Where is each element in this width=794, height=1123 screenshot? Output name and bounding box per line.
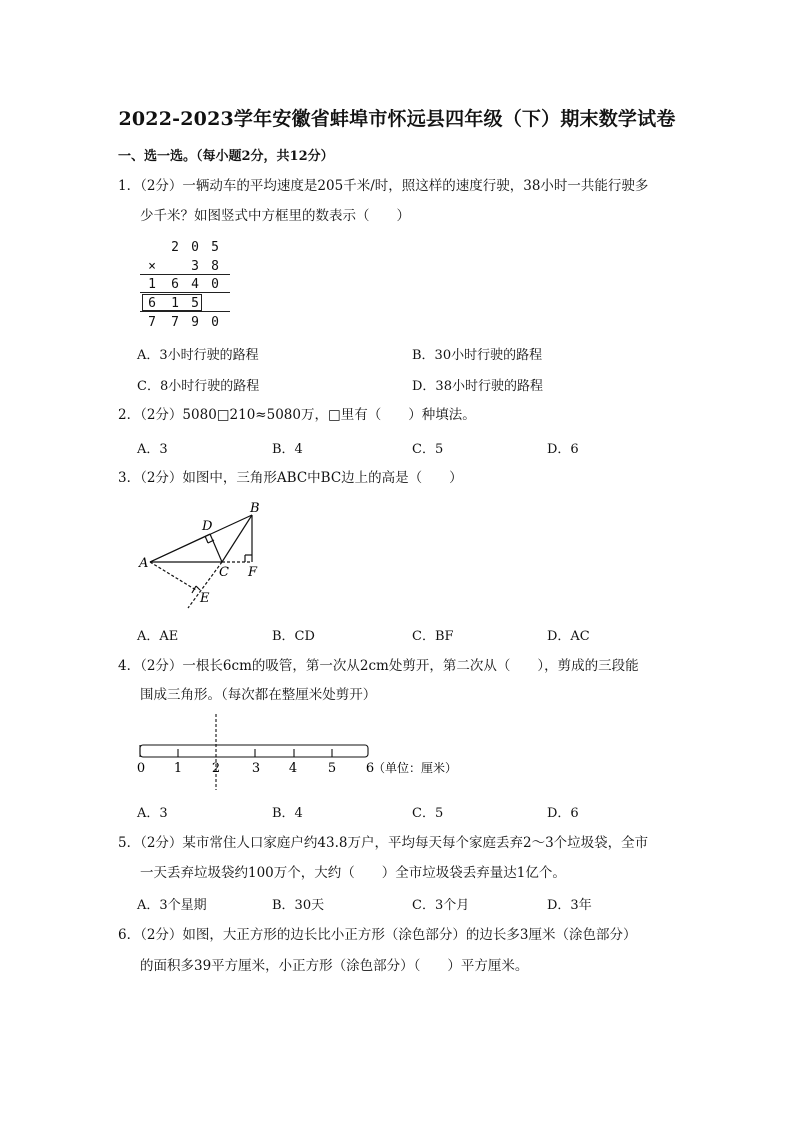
digit: 7 [171,315,179,330]
q1-option-b[interactable]: B．30小时行驶的路程 [412,348,543,363]
digit: 2 [171,240,179,255]
label-b: B [250,501,260,516]
question-1-line2: 少千米？如图竖式中方框里的数表示（ ） [140,208,410,224]
q4-option-c[interactable]: C．5 [412,806,444,821]
tick-label: 5 [327,761,337,776]
digit: 8 [211,259,219,274]
q3-option-d[interactable]: D．AC [547,629,590,644]
digit: 1 [171,296,179,311]
tick-label: 1 [173,761,183,776]
tick-label: 4 [288,761,298,776]
label-c: C [219,565,229,580]
q4-option-a[interactable]: A．3 [137,806,168,821]
digit: 0 [191,240,199,255]
q2-option-c[interactable]: C．5 [412,442,444,457]
digit: 7 [148,315,156,330]
times-symbol: × [148,259,156,274]
label-a: A [139,556,149,571]
q5-option-c[interactable]: C．3个月 [412,898,470,913]
question-3: 3．（2分）如图中，三角形ABC中BC边上的高是（ ） [118,470,463,486]
question-2: 2．（2分）5080□210≈5080万，□里有（ ）种填法。 [118,407,476,423]
tick-label: 2 [211,761,221,776]
q1-option-a[interactable]: A．3小时行驶的路程 [137,348,259,363]
digit: 1 [148,277,156,292]
digit: 6 [148,296,156,311]
digit: 0 [211,315,219,330]
q3-option-a[interactable]: A．AE [137,629,179,644]
question-6-line1: 6．（2分）如图，大正方形的边长比小正方形（涂色部分）的边长多3厘米（涂色部分） [118,927,637,943]
q3-option-c[interactable]: C．BF [412,629,454,644]
q3-option-b[interactable]: B．CD [272,629,315,644]
digit: 9 [191,315,199,330]
q5-option-a[interactable]: A．3个星期 [137,898,207,913]
digit: 5 [211,240,219,255]
tick-label: 0 [136,761,146,776]
q1-option-c[interactable]: C．8小时行驶的路程 [137,379,260,394]
digit: 6 [171,277,179,292]
digit: 0 [211,277,219,292]
section-heading: 一、选一选。（每小题2分，共12分） [118,149,334,164]
q4-option-b[interactable]: B．4 [272,806,303,821]
unit-label: （单位：厘米） [373,761,458,775]
q2-option-a[interactable]: A．3 [137,442,168,457]
tick-label: 3 [251,761,261,776]
q5-option-b[interactable]: B．30天 [272,898,325,913]
digit: 3 [191,259,199,274]
q1-option-d[interactable]: D．38小时行驶的路程 [412,379,543,394]
digit: 5 [191,296,199,311]
q2-option-d[interactable]: D．6 [547,442,579,457]
q4-option-d[interactable]: D．6 [547,806,579,821]
digit: 4 [191,277,199,292]
question-6-line2: 的面积多39平方厘米，小正方形（涂色部分）（ ）平方厘米。 [140,958,529,974]
question-5-line2: 一天丢弃垃圾袋约100万个，大约（ ）全市垃圾袋丢弃量达1亿个。 [140,865,566,881]
label-f: F [248,565,258,580]
question-5-line1: 5．（2分）某市常住人口家庭户约43.8万户，平均每天每个家庭丢弃2～3个垃圾袋，全市 [118,835,649,851]
question-4-line1: 4．（2分）一根长6cm的吸管，第一次从2cm处剪开，第二次从（ ），剪成的三段能 [118,658,639,674]
page-title: 2022-2023学年安徽省蚌埠市怀远县四年级（下）期末数学试卷 [118,108,676,130]
tick-label: 6 [365,761,375,776]
q5-option-d[interactable]: D．3年 [547,898,592,913]
label-e: E [200,591,210,606]
q2-option-b[interactable]: B．4 [272,442,303,457]
label-d: D [202,519,213,534]
question-1-line1: 1．（2分）一辆动车的平均速度是205千米/时，照这样的速度行驶，38小时一共能行驶多 [118,178,649,194]
question-4-line2: 围成三角形。（每次都在整厘米处剪开） [140,687,377,703]
